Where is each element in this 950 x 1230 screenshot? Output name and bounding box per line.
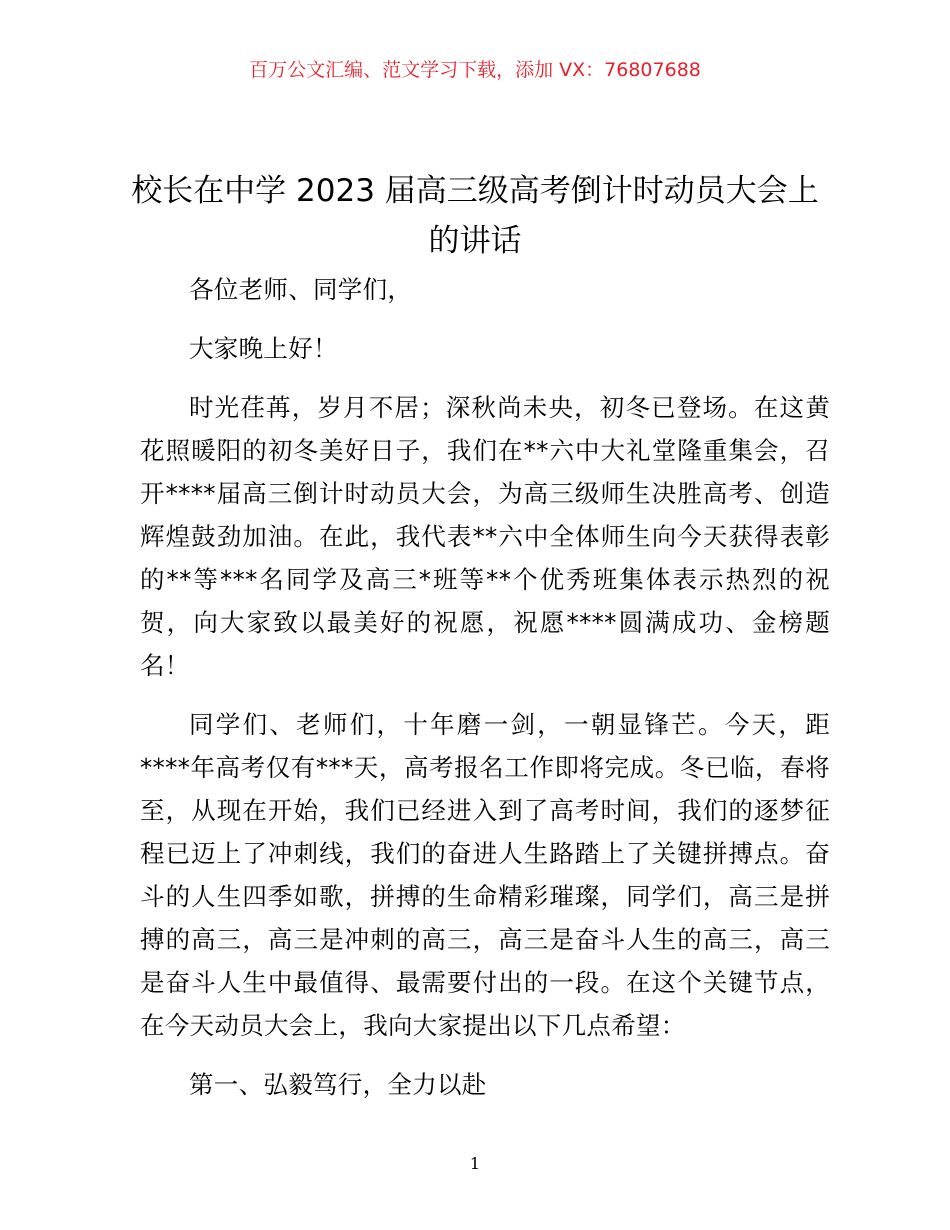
document-title: 校长在中学 2023 届高三级高考倒计时动员大会上的讲话 [131, 173, 819, 259]
salutation: 各位老师、同学们， [189, 275, 413, 304]
page-number: 1 [469, 1154, 481, 1173]
section-heading: 第一、弘毅笃行，全力以赴 [189, 1070, 487, 1099]
greeting: 大家晚上好！ [189, 334, 338, 363]
document-body [140, 268, 830, 1122]
body-paragraph: 时光荏苒，岁月不居；深秋尚未央，初冬已登场。在这黄花照暖阳的初冬美好日子，我们在**六中大礼堂隆重集会，召开****届高三倒计时动员大会，为高三级师生决胜高考、创造辉煌鼓劲加油。在此，我代表**六中全体师生向今天获得表彰的**等***名同学及高三*班等**个优秀班集体表示热烈的祝贺，向大家致以最美好的祝愿，祝愿****圆满成功、金榜题名！ [140, 393, 830, 680]
header-banner: 百万公文汇编、范文学习下载，添加 VX：76807688 [249, 59, 701, 81]
body-paragraph: 同学们、老师们，十年磨一剑，一朝显锋芒。今天，距****年高考仅有***天，高考报名工作即将完成。冬已临，春将至，从现在开始，我们已经进入到了高考时间，我们的逐梦征程已迈上了冲刺线，我们的奋进人生路踏上了关键拼搏点。奋斗的人生四季如歌，拼搏的生命精彩璀璨，同学们，高三是拼搏的高三，高三是冲刺的高三，高三是奋斗人生的高三，高三是奋斗人生中最值得、最需要付出的一段。在这个关键节点，在今天动员大会上，我向大家提出以下几点希望： [140, 710, 830, 1040]
